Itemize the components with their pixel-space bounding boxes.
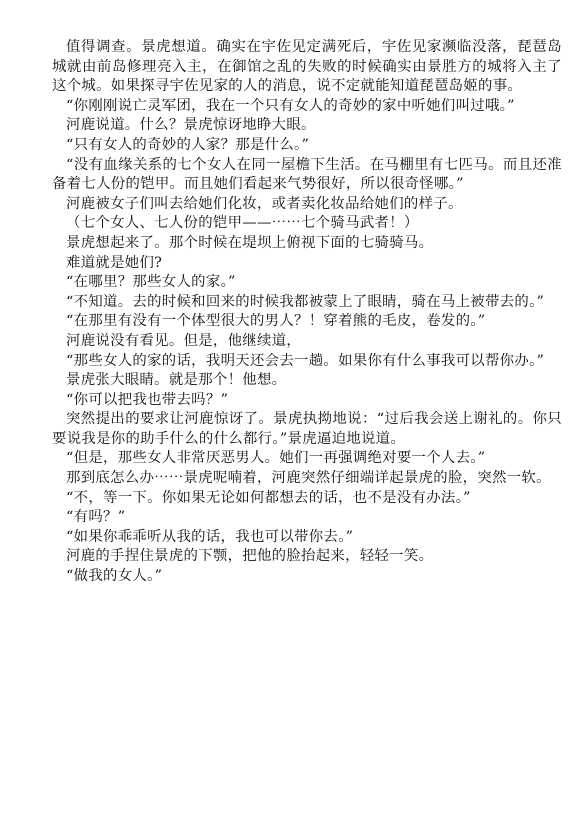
paragraph: 河鹿说道。什么？景虎惊讶地睁大眼。 [66, 117, 316, 134]
paragraph: 景虎想起来了。那个时候在堤坝上俯视下面的七骑骑马。 [66, 234, 434, 251]
document-page [52, 38, 562, 587]
paragraph: 景虎张大眼睛。就是那个！他想。 [66, 372, 287, 389]
paragraph: 值得调查。景虎想道。确实在宇佐见定满死后，宇佐见家濒临没落，琵琶岛城就由前岛修理亮入主，在御馆之乱的失败的时候确实由景胜方的城将入主了这个城。如果探寻宇佐见家的人的消息，说不定就能知道琵琶岛姬的事。 [52, 39, 562, 95]
paragraph: “只有女人的奇妙的人家？那是什么。” [66, 136, 310, 153]
paragraph: “但是，那些女人非常厌恶男人。她们一再强调绝对要一个人去。” [66, 450, 486, 467]
paragraph: “你可以把我也带去吗？” [66, 391, 229, 408]
paragraph: （七个女人、七人份的铠甲——⋯⋯七个骑马武者！） [66, 215, 419, 232]
paragraph: 那到底怎么办⋯⋯景虎呢喃着，河鹿突然仔细端详起景虎的脸，突然一软。 [66, 470, 551, 487]
paragraph: “没有血缘关系的七个女人在同一屋檐下生活。在马棚里有七匹马。而且还准备着七人份的铠甲。而且她们看起来气势很好，所以很奇怪哪。” [52, 156, 562, 193]
paragraph: 河鹿的手捏住景虎的下颚，把他的脸抬起来，轻轻一笑。 [66, 548, 434, 565]
paragraph: “做我的女人。” [66, 568, 163, 585]
paragraph: 难道就是她们? [66, 254, 163, 271]
paragraph: “不知道。去的时候和回来的时候我都被蒙上了眼睛，骑在马上被带去的。” [66, 293, 545, 310]
paragraph: “不，等一下。你如果无论如何都想去的话，也不是没有办法。” [66, 489, 471, 506]
paragraph: “有吗？” [66, 509, 126, 526]
paragraph: “在哪里？那些女人的家。” [66, 274, 236, 291]
paragraph: “如果你乖乖听从我的话，我也可以带你去。” [66, 528, 354, 545]
paragraph: “你刚刚说亡灵军团，我在一个只有女人的奇妙的家中听她们叫过哦。” [66, 97, 515, 114]
paragraph: 河鹿被女子们叫去给她们化妆，或者卖化妆品给她们的样子。 [66, 195, 463, 212]
paragraph: 河鹿说没有看见。但是，他继续道， [66, 332, 302, 349]
paragraph: “在那里有没有一个体型很大的男人？！穿着熊的毛皮，卷发的。” [66, 313, 486, 330]
paragraph: “那些女人的家的话，我明天还会去一趟。如果你有什么事我可以帮你办。” [66, 352, 545, 369]
paragraph: 突然提出的要求让河鹿惊讶了。景虎执拗地说：“过后我会送上谢礼的。你只要说我是你的助手什么的什么都行。”景虎逼迫地说道。 [52, 411, 562, 447]
